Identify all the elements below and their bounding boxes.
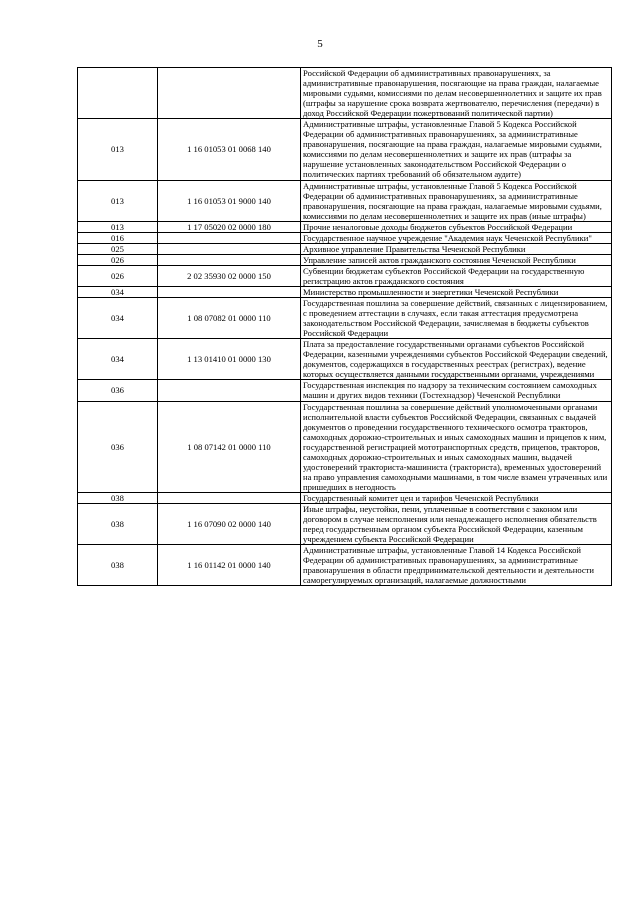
admin-code-cell: 034 [78, 298, 158, 339]
kbk-code-cell: 1 08 07142 01 0000 110 [158, 401, 301, 492]
admin-code-cell: 036 [78, 380, 158, 401]
table-row [78, 492, 612, 503]
description-cell: Субвенции бюджетам субъектов Российской Федерации на государственную регистрацию актов гражданского состояния [301, 265, 612, 286]
kbk-code-cell: 1 16 01053 01 0068 140 [158, 119, 301, 180]
admin-code-cell: 013 [78, 119, 158, 180]
kbk-code-cell [158, 232, 301, 243]
table-row [78, 265, 612, 286]
table-row [78, 401, 612, 492]
kbk-code-cell [158, 492, 301, 503]
admin-code-cell: 034 [78, 339, 158, 380]
page-number: 5 [317, 38, 323, 50]
description-cell: Административные штрафы, установленные Главой 14 Кодекса Российской Федерации об административных правонарушениях, за административные правонарушения в области предпринимательской деятельности и деятельности саморегулируемых организаций, налагаемые должностными [301, 545, 612, 586]
description-cell: Административные штрафы, установленные Главой 5 Кодекса Российской Федерации об административных правонарушениях, за административные правонарушения, посягающие на права граждан, налагаемые мировыми судьями, комиссиями по делам несовершеннолетних и защите их прав (иные штрафы) [301, 180, 612, 221]
table-row [78, 254, 612, 265]
description-cell: Государственная пошлина за совершение действий, связанных с лицензированием, с проведением аттестации в случаях, если такая аттестация предусмотрена законодательством Российской Федерации, зачисляемая в бюджеты субъектов Российской Федерации [301, 298, 612, 339]
kbk-code-cell: 1 16 01142 01 0000 140 [158, 545, 301, 586]
kbk-code-cell: 2 02 35930 02 0000 150 [158, 265, 301, 286]
description-cell: Государственная пошлина за совершение действий уполномоченными органами исполнительной власти субъектов Российской Федерации, связанных с выдачей документов о проведении государственного технического осмотра тракторов, самоходных дорожно-строительных и иных самоходных машин и прицепов к ним, государственной регистрацией мототранспортных средств, прицепов, тракторов, самоходных дорожно-строительных и иных самоходных машин, выдачей удостоверений тракториста-машиниста (тракториста), временных удостоверений на право управления самоходными машинами, в том числе взамен утраченных или пришедших в негодность [301, 401, 612, 492]
table-row [78, 180, 612, 221]
admin-code-cell: 026 [78, 254, 158, 265]
admin-code-cell: 034 [78, 286, 158, 297]
kbk-code-cell [158, 243, 301, 254]
description-cell: Архивное управление Правительства Чеченской Республики [301, 243, 612, 254]
table-row [78, 119, 612, 180]
description-cell: Административные штрафы, установленные Главой 5 Кодекса Российской Федерации об административных правонарушениях, за административные правонарушения, посягающие на права граждан, налагаемые мировыми судьями, комиссиями по делам несовершеннолетних и защите их прав (штрафы за нарушение установленных законодательством Российской Федерации о политических партиях требований об обязательном аудите) [301, 119, 612, 180]
admin-code-cell [78, 68, 158, 119]
kbk-code-cell [158, 68, 301, 119]
kbk-code-cell [158, 380, 301, 401]
table-row [78, 339, 612, 380]
table-row [78, 380, 612, 401]
admin-code-cell: 013 [78, 180, 158, 221]
description-cell: Государственная инспекция по надзору за техническим состоянием самоходных машин и других видов техники (Гостехнадзор) Чеченской Республики [301, 380, 612, 401]
kbk-code-cell: 1 13 01410 01 0000 130 [158, 339, 301, 380]
kbk-code-cell: 1 17 05020 02 0000 180 [158, 221, 301, 232]
admin-code-cell: 038 [78, 503, 158, 544]
table-row [78, 503, 612, 544]
kbk-code-cell: 1 08 07082 01 0000 110 [158, 298, 301, 339]
kbk-code-cell [158, 254, 301, 265]
description-cell: Российской Федерации об административных правонарушениях, за административные правонарушения, посягающие на права граждан, налагаемые мировыми судьями, комиссиями по делам несовершеннолетних и защите их прав (штрафы за нарушение срока возврата жертвователю, перечисления (передачи) в доход Российской Федерации пожертвований политической партии) [301, 68, 612, 119]
revenue-classification-table [77, 67, 612, 586]
kbk-code-cell: 1 16 01053 01 9000 140 [158, 180, 301, 221]
admin-code-cell: 036 [78, 401, 158, 492]
kbk-code-cell: 1 16 07090 02 0000 140 [158, 503, 301, 544]
table-row [78, 545, 612, 586]
table-row [78, 298, 612, 339]
description-cell: Прочие неналоговые доходы бюджетов субъектов Российской Федерации [301, 221, 612, 232]
description-cell: Министерство промышленности и энергетики Чеченской Республики [301, 286, 612, 297]
table-row [78, 68, 612, 119]
table-row [78, 232, 612, 243]
admin-code-cell: 013 [78, 221, 158, 232]
admin-code-cell: 038 [78, 545, 158, 586]
description-cell: Плата за предоставление государственными органами субъектов Российской Федерации, казенными учреждениями субъектов Российской Федерации сведений, документов, содержащихся в государственных реестрах (регистрах), ведение которых осуществляется данными государственными органами, учреждениями [301, 339, 612, 380]
kbk-code-cell [158, 286, 301, 297]
admin-code-cell: 016 [78, 232, 158, 243]
table-row [78, 243, 612, 254]
description-cell: Государственное научное учреждение "Академия наук Чеченской Республики" [301, 232, 612, 243]
table-row [78, 286, 612, 297]
admin-code-cell: 038 [78, 492, 158, 503]
description-cell: Государственный комитет цен и тарифов Чеченской Республики [301, 492, 612, 503]
description-cell: Иные штрафы, неустойки, пени, уплаченные в соответствии с законом или договором в случае неисполнения или ненадлежащего исполнения обязательств перед государственным органом субъекта Российской Федерации, казенным учреждением субъекта Российской Федерации [301, 503, 612, 544]
admin-code-cell: 025 [78, 243, 158, 254]
description-cell: Управление записей актов гражданского состояния Чеченской Республики [301, 254, 612, 265]
admin-code-cell: 026 [78, 265, 158, 286]
table-row [78, 221, 612, 232]
